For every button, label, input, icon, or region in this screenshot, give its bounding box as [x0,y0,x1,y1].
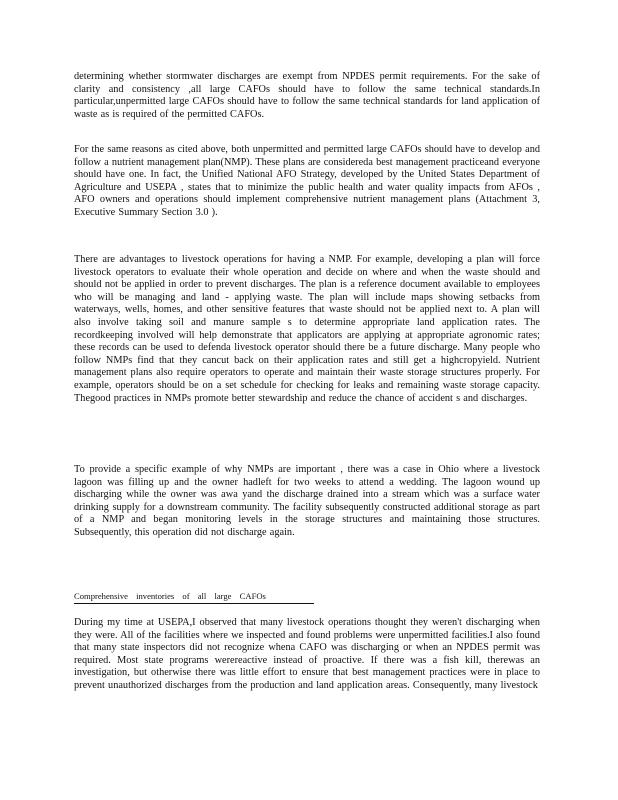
paragraph-ohio-example: To provide a specific example of why NMPs are important , there was a case in Ohio where a livestock lagoon was filling up and the owner hadleft for two weeks to attend a wedding. The lagoon wound up discharging while the owner was awa yand the discharge drained into a stream which was a surface water drinking supply for a downstream community. The facility subsequently constructed additional storage as part of a NMP and began monitoring levels in the storage structures and maintaining those structures. Subsequently, this operation did not discharge again. [74,464,540,538]
paragraph-usepa-observations: During my time at USEPA,I observed that many livestock operations thought they weren't discharging when they were. All of the facilities where we inspected and found problems were unpermitted facilities.I also found that many state inspectors did not recognize whena CAFO was discharging or when an NPDES permit was required. Most state programs werereactive instead of proactive. If there was a fish kill, therewas an investigation, but otherwise there was little effort to ensure that best management practices were in place to prevent unauthorized discharges from the production and land application areas. Consequently, many livestock [74,617,540,691]
paragraph-stormwater-exemption: determining whether stormwater discharges are exempt from NPDES permit requirements. For the sake of clarity and consistency ,all large CAFOs should have to follow the same technical standards.In particular,unpermitted large CAFOs should have to follow the same technical standards for land application of waste as is required of the permitted CAFOs. [74,71,540,120]
section-heading: Comprehensive inventories of all large CAFOs [74,591,314,604]
paragraph-nmp-advantages: There are advantages to livestock operations for having a NMP. For example, developing a plan will force livestock operators to evaluate their whole operation and decide on where and when the waste should and should not be applied in order to prevent discharges. The plan is a reference document available to employees who will be managing and land - applying waste. The plan will include maps showing setbacks from waterways, wells, homes, and other sensitive features that waste should not be applied next to. A plan will also involve taking soil and manure sample s to determine appropriate land application rates. The recordkeeping involved will help demonstrate that applicators are applying at appropriate agronomic rates; these records can be used to defenda livestock operator should there be a future discharge. Many people who follow NMPs find that they cancut back on their application rates and still get a highcropyield. Nutrient management plans also require operators to operate and maintain their waste storage structures properly. For example, operators should be on a set schedule for checking for leaks and remaining waste storage capacity. Thegood practices in NMPs promote better stewardship and reduce the chance of accident s and discharges. [74,254,540,404]
paragraph-nutrient-management-plans: For the same reasons as cited above, both unpermitted and permitted large CAFOs should have to develop and follow a nutrient management plan(NMP). These plans are considereda best management practiceand everyone should have one. In fact, the Unified National AFO Strategy, developed by the United States Department of Agriculture and USEPA , states that to minimize the public health and water quality impacts from AFOs , AFO owners and operations should implement comprehensive nutrient management plans (Attachment 3, Executive Summary Section 3.0 ). [74,144,540,218]
